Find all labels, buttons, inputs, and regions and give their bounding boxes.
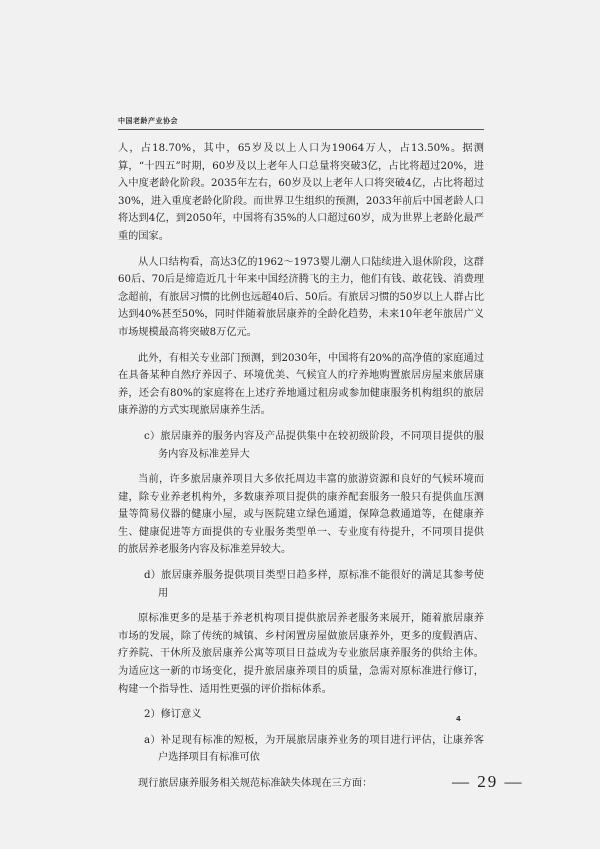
page-number-small: 4 xyxy=(456,715,461,723)
header-rule xyxy=(118,129,484,130)
list-item-c: c）旅居康养的服务内容及产品提供集中在较初级阶段，不同项目提供的服务内容及标准差异大 xyxy=(144,430,484,460)
list-item-a: a）补足现有标准的短板，为开展旅居康养业务的项目进行评估，让康养客户选择项目有标准可依 xyxy=(144,734,484,764)
paragraph-2: 从人口结构看，高达3亿的1962～1973婴儿潮人口陆续进入退休阶段，这群60后、70后是缔造近几十年来中国经济腾飞的主力，他们有钱、敢花钱、消费理念超前，有旅居习惯的比例也远超40后、50后。有旅居习惯的50岁以上人群占比达到40%甚至50%，同时伴随着旅居康养的全龄化趋势，未来10年老年旅居广义市场规模最高将突破8万亿元。 xyxy=(118,256,484,338)
paragraph-3: 此外，有相关专业部门预测，到2030年，中国将有20%的高净值的家庭通过在具备某种自然疗养因子、环境优美、气候宜人的疗养地购置旅居房屋来旅居康养，还会有80%的家庭将在上述疗养地通过租房或参加健康服务机构组织的旅居康养游的方式实现旅居康养生活。 xyxy=(118,352,484,417)
header-org: 中国老龄产业协会 xyxy=(118,117,178,125)
page-number: — 29 — xyxy=(452,772,524,791)
paragraph-4: 当前，许多旅居康养项目大多依托周边丰富的旅游资源和良好的气候环境而建，除专业养老机构外，多数康养项目提供的康养配套服务一般只有提供血压测量等简易仪器的健康小屋，或与医院建立绿色通道，保障急救通道等，在健康养生、健康促进等方面提供的专业服务类型单一、专业度有待提升，不同项目提供的旅居养老服务内容及标准差异较大。 xyxy=(118,474,484,556)
paragraph-5: 原标准更多的是基于养老机构项目提供旅居养老服务来展开，随着旅居康养市场的发展，除了传统的城镇、乡村闲置房屋做旅居康养外，更多的度假酒店、疗养院、干休所及旅居康养公寓等项目日益成为专业旅居康养服务的供给主体。为适应这一新的市场变化，提升旅居康养项目的质量，急需对原标准进行修订，构建一个指导性、适用性更强的评价指标体系。 xyxy=(118,613,484,695)
list-item-d: d）旅居康养服务提供项目类型日趋多样，原标准不能很好的满足其参考使用 xyxy=(144,570,484,599)
paragraph-1: 人，占18.70%，其中，65岁及以上人口为19064万人，占13.50%。据测算，“十四五”时期，60岁及以上老年人口总量将突破3亿，占比将超过20%，进入中度老龄化阶段。2035年左右，60岁及以上老年人口将突破4亿，占比将超过30%，进入重度老龄化阶段。而世界卫生组织的预测，2033年前后中国老龄人口将达到4亿，到2050年，中国将有35%的人口超过60岁，成为世界上老龄化最严重的国家。 xyxy=(118,143,484,242)
paragraph-6: 现行旅居康养服务相关规范标准缺失体现在三方面： xyxy=(138,778,373,789)
subheading-2: 2）修订意义 xyxy=(144,709,202,721)
body-text xyxy=(118,140,484,801)
